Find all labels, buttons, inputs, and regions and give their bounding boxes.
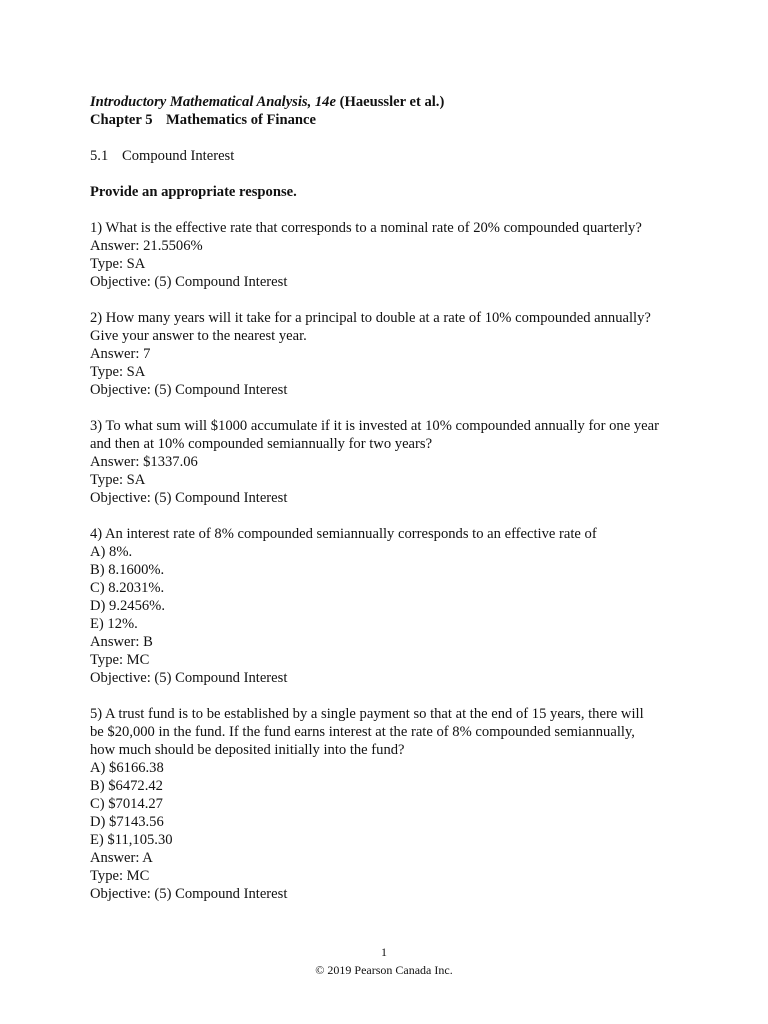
question-item xyxy=(90,525,690,687)
question-answer: Answer: $1337.06 xyxy=(90,454,198,470)
answer-option: E) 12%. xyxy=(90,616,138,632)
answer-option: A) 8%. xyxy=(90,544,133,560)
question-text: be $20,000 in the fund. If the fund earns interest at the rate of 8% compounded semiannually, xyxy=(90,724,635,740)
book-authors: (Haeussler et al.) xyxy=(339,94,445,110)
question-type: Type: SA xyxy=(90,256,146,272)
question-text: 3) To what sum will $1000 accumulate if it is invested at 10% compounded annually for one year xyxy=(90,418,659,434)
question-answer: Answer: 7 xyxy=(90,346,151,362)
question-item xyxy=(90,309,690,399)
answer-option: B) 8.1600%. xyxy=(90,562,165,578)
question-item xyxy=(90,417,690,507)
answer-option: A) $6166.38 xyxy=(90,760,164,776)
question-objective: Objective: (5) Compound Interest xyxy=(90,382,288,398)
document-page xyxy=(90,93,690,903)
question-objective: Objective: (5) Compound Interest xyxy=(90,490,288,506)
question-objective: Objective: (5) Compound Interest xyxy=(90,670,288,686)
question-text: 5) A trust fund is to be established by a single payment so that at the end of 15 years, there will xyxy=(90,706,644,722)
answer-option: C) $7014.27 xyxy=(90,796,163,812)
book-header xyxy=(90,93,690,111)
question-answer: Answer: B xyxy=(90,634,153,650)
question-answer: Answer: A xyxy=(90,850,153,866)
copyright-notice: © 2019 Pearson Canada Inc. xyxy=(315,963,453,977)
question-text: Give your answer to the nearest year. xyxy=(90,328,307,344)
section-heading xyxy=(90,147,690,165)
question-text: 2) How many years will it take for a principal to double at a rate of 10% compounded annually? xyxy=(90,310,651,326)
section-number: 5.1 xyxy=(90,148,109,164)
question-item xyxy=(90,705,690,903)
answer-option: C) 8.2031%. xyxy=(90,580,165,596)
section-title: Compound Interest xyxy=(122,148,235,164)
chapter-title: Mathematics of Finance xyxy=(166,112,316,128)
answer-option: D) $7143.56 xyxy=(90,814,164,830)
answer-option: E) $11,105.30 xyxy=(90,832,173,848)
chapter-heading xyxy=(90,111,690,129)
question-text: how much should be deposited initially into the fund? xyxy=(90,742,405,758)
question-text: and then at 10% compounded semiannually for two years? xyxy=(90,436,433,452)
question-text: 4) An interest rate of 8% compounded semiannually corresponds to an effective rate of xyxy=(90,526,597,542)
question-objective: Objective: (5) Compound Interest xyxy=(90,886,288,902)
question-objective: Objective: (5) Compound Interest xyxy=(90,274,288,290)
chapter-number: Chapter 5 xyxy=(90,112,153,128)
question-type: Type: SA xyxy=(90,472,146,488)
book-title: Introductory Mathematical Analysis, 14e xyxy=(90,94,336,110)
answer-option: D) 9.2456%. xyxy=(90,598,165,614)
question-type: Type: MC xyxy=(90,652,150,668)
question-list xyxy=(90,219,690,903)
instruction-text: Provide an appropriate response. xyxy=(90,184,297,200)
page-number: 1 xyxy=(381,945,387,959)
answer-option: B) $6472.42 xyxy=(90,778,163,794)
question-answer: Answer: 21.5506% xyxy=(90,238,203,254)
question-type: Type: MC xyxy=(90,868,150,884)
question-type: Type: SA xyxy=(90,364,146,380)
question-item xyxy=(90,219,690,291)
question-text: 1) What is the effective rate that corresponds to a nominal rate of 20% compounded quarterly? xyxy=(90,220,642,236)
